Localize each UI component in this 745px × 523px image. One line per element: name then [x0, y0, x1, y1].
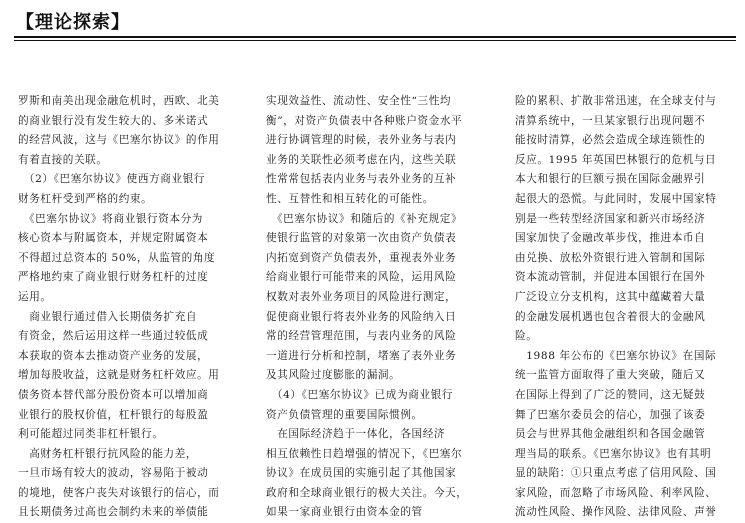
text-column-1 — [18, 92, 234, 523]
text-line: 舞了巴塞尔委员会的信心，加强了该委 — [515, 408, 706, 421]
text-line: 政府和全球商业银行的极大关注。今天， — [266, 486, 468, 499]
header-rule-thick — [14, 36, 736, 38]
text-line: 本获取的资本去推动资产业务的发展， — [18, 349, 209, 362]
text-line: 不得超过总资本的 50%，从监管的角度 — [18, 251, 216, 264]
text-line: 的境地，使客户丧失对该银行的信心，而 — [18, 486, 220, 499]
text-line: 业务的关联性必须考虑在内，这些关联 — [266, 153, 457, 166]
text-line: 反应。1995 年英国巴林银行的危机与日 — [515, 153, 717, 166]
text-line: 内拓宽到资产负债表外，重视表外业务 — [266, 251, 457, 264]
text-line: 进行协调管理的时候，表外业务与表内 — [266, 134, 457, 147]
text-line: 员会与世界其他金融组织和各国金融管 — [515, 428, 706, 441]
text-line: 别是一些转型经济国家和新兴市场经济 — [515, 212, 706, 225]
text-line: 性、互替性和相互转化的可能性。 — [266, 192, 434, 205]
text-line: 在国际经济趋于一体化，各国经济 — [266, 428, 446, 441]
text-line: 资产负债管理的重要国际惯例。 — [266, 408, 423, 421]
text-column-3 — [515, 92, 731, 523]
text-line: 有着直接的关联。 — [18, 153, 108, 166]
text-line: 一旦市场有较大的波动，容易陷于被动 — [18, 467, 209, 480]
section-title: 【理论探索】 — [16, 12, 130, 33]
text-line: 债务资本替代部分股份资本可以增加商 — [18, 388, 209, 401]
text-line: 严格地约束了商业银行财务杠杆的过度 — [18, 271, 209, 284]
text-line: 协议》在成员国的实施引起了其他国家 — [266, 467, 457, 480]
text-line: 起很大的恐慌。与此同时，发展中国家特 — [515, 192, 717, 205]
header-rule-thin — [14, 40, 736, 41]
text-line: 的经营风波，这与《巴塞尔协议》的作用 — [18, 134, 220, 147]
text-line: 商业银行通过借入长期债务扩充自 — [18, 310, 198, 323]
text-line: 1988 年公布的《巴塞尔协议》在国际 — [515, 349, 717, 362]
text-line: 使银行监管的对象第一次由资产负债表 — [266, 232, 457, 245]
text-line: 险的累积、扩散非常迅速，在全球支付与 — [515, 95, 717, 107]
text-line: 财务杠杆受到严格的约束。 — [18, 192, 153, 205]
text-line: 资本流动管制，并促进本国银行在国外 — [515, 271, 706, 284]
text-line: 能按时清算，必然会造成全球连锁性的 — [515, 134, 706, 147]
text-line: 且长期债务过高也会制约未来的举债能 — [18, 506, 209, 519]
text-line: 相互依赖性日趋增强的情况下，《巴塞尔 — [266, 447, 463, 460]
text-line: 业银行的股权价值，杠杆银行的每股盈 — [18, 408, 209, 421]
text-line: 家风险，而忽略了市场风险、利率风险、 — [515, 486, 717, 499]
text-line: 显的缺陷：①只重点考虑了信用风险、国 — [515, 467, 717, 480]
text-line: 流动性风险、操作风险、法律风险、声誉 — [515, 506, 717, 519]
text-line: 运用。 — [18, 290, 52, 303]
text-line: （4）《巴塞尔协议》已成为商业银行 — [266, 388, 454, 401]
text-line: 本大和银行的巨额亏损在国际金融界引 — [515, 173, 706, 186]
text-line: 在国际上得到了广泛的赞同，这无疑鼓 — [515, 388, 706, 401]
text-line: （2）《巴塞尔协议》使西方商业银行 — [18, 173, 206, 186]
text-line: 统一监管方面取得了重大突破，随后又 — [515, 369, 706, 382]
text-line: 《巴塞尔协议》和随后的《补充规定》 — [266, 212, 463, 225]
text-line: 核心资本与附属资本，并规定附属资本 — [18, 232, 209, 245]
text-column-2 — [266, 92, 482, 523]
text-line: 增加每股收益，这就是财务杠杆效应。用 — [18, 369, 220, 382]
text-line: 实现效益性、流动性、安全性“三性均 — [266, 95, 452, 107]
text-line: 促使商业银行将表外业务的风险纳入日 — [266, 310, 457, 323]
text-line: 《巴塞尔协议》将商业银行资本分为 — [18, 212, 203, 225]
text-line: 常的经营管理范围，与表内业务的风险 — [266, 330, 457, 343]
text-line: 高财务杠杆银行抗风险的能力差， — [18, 447, 198, 460]
text-line: 由兑换、放松外资银行进入管制和国际 — [515, 251, 706, 264]
text-line: 权数对表外业务项目的风险进行测定， — [266, 290, 457, 303]
text-line: 如果一家商业银行由资本金的管 — [266, 506, 423, 519]
text-line: 罗斯和南美出现金融危机时，西欧、北美 — [18, 95, 220, 107]
text-line: 给商业银行可能带来的风险，运用风险 — [266, 271, 457, 284]
text-line: 性常常包括表内业务与表外业务的互补 — [266, 173, 457, 186]
text-line: 的金融发展机遇也包含着很大的金融风 — [515, 310, 706, 323]
text-line: 国家加快了金融改革步伐，推进本币自 — [515, 232, 706, 245]
text-line: 清算系统中，一旦某家银行出现问题不 — [515, 114, 706, 127]
text-line: 衡”，对资产负债表中各种账户资金水平 — [266, 114, 463, 127]
text-line: 利可能超过同类非杠杆银行。 — [18, 428, 164, 441]
text-line: 险。 — [515, 330, 538, 343]
text-line: 一道进行分析和控制，堵塞了表外业务 — [266, 349, 457, 362]
text-line: 广泛设立分支机构，这其中蕴藏着大量 — [515, 290, 706, 303]
text-line: 的商业银行没有发生较大的、多米诺式 — [18, 114, 209, 127]
text-line: 有资金，然后运用这样一些通过较低成 — [18, 330, 209, 343]
text-line: 及其风险过度膨胀的漏洞。 — [266, 369, 401, 382]
text-line: 理当局的联系。《巴塞尔协议》也有其明 — [515, 447, 712, 460]
